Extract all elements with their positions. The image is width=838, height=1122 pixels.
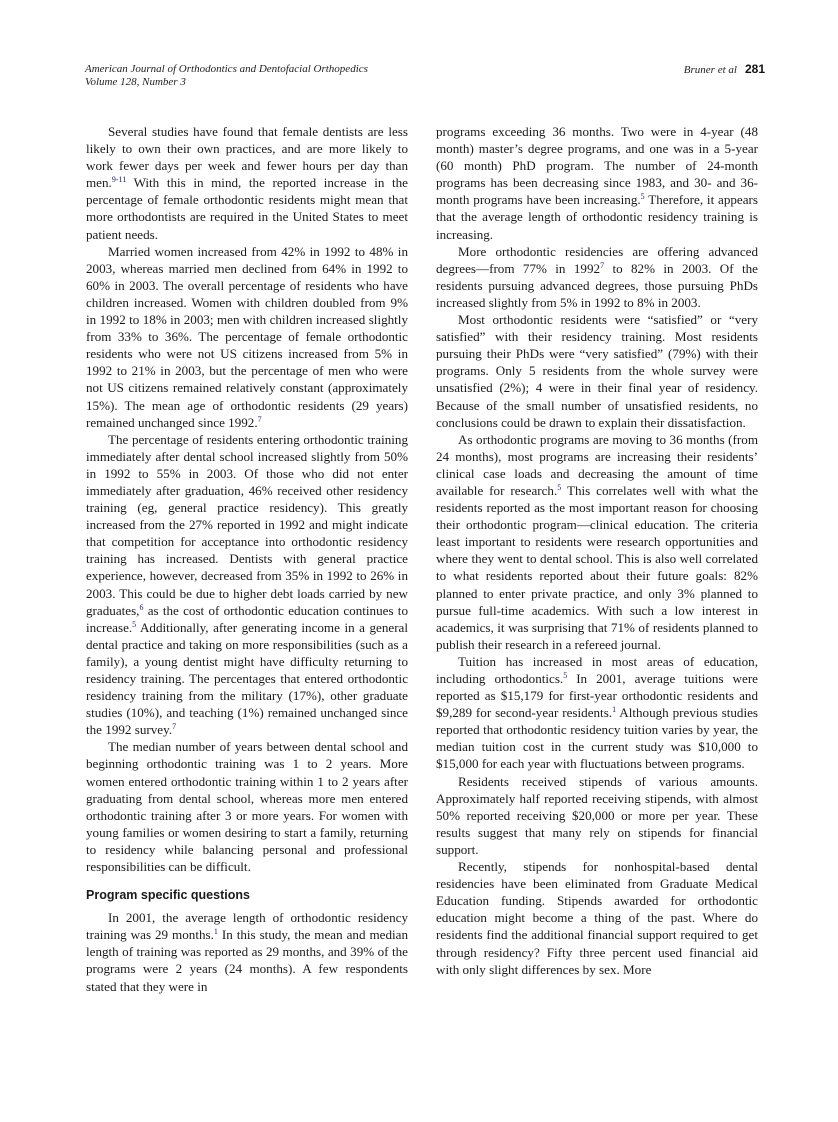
citation-ref[interactable]: 1: [213, 927, 218, 937]
paragraph: Recently, stipends for nonhospital-based dental residencies have been eliminated from Graduate Medical Education funding. Stipends awarded for orthodontic education might become a thing of the past. Where do residents find the additional financial support required to get through residency? Fifty three percent used financial aid with only slight differences by sex. More: [436, 859, 758, 977]
paragraph: Several studies have found that female dentists are less likely to own their own practices, and are more likely to work fewer days per week and fewer hours per day than men.$^{9-11}$ With this in mind, the reported increase in the percentage of female orthodontic residents might mean that more orthodontists are required in the United States to meet patient needs.: [86, 124, 408, 242]
paragraph: More orthodontic residencies are offering advanced degrees—from 77% in 1992$^7$ to 82% in 2003. Of the residents pursuing advanced degrees, those pursuing PhDs increased slightly from 5% in 1992 to 8% in 2003.: [436, 243, 758, 310]
paragraph: As orthodontic programs are moving to 36 months (from 24 months), most programs are increasing their residents’ clinical case loads and decreasing the amount of time available for research.$^5$ This correlates well with what the residents reported as the most important reason for choosing their orthodontic program—clinical education. The criteria least important to residents were research opportunities and where they went to dental school. This is also well correlated to what residents reported about their future goals: 82% planned to enter private practice, and only 3% planned to pursue full-time academics. With such a low interest in academics, it was surprising that 71% of residents planned to publish their research in a refereed journal.: [436, 431, 759, 652]
citation-ref[interactable]: 9-11: [111, 175, 127, 185]
citation-ref[interactable]: 5: [563, 671, 568, 680]
citation-ref[interactable]: 5: [132, 619, 137, 629]
paragraph: Married women increased from 42% in 1992 to 48% in 2003, whereas married men declined from 64% in 1992 to 60% in 2003. The overall percentage of residents who have children increased. Women with children doubled from 9% in 1992 to 18% in 2003; men with children increased slightly from 33% to 36%. The percentage of female orthodontic residents who were not US citizens increased from 5% in 1992 to 21% in 2003, but the percentage of men who were not US citizens remained relatively constant (approximately 15%). The mean age of orthodontic residents (29 years) remained unchanged since 1992.$^7$: [86, 243, 408, 430]
section-heading: Program specific questions: [86, 888, 250, 903]
author-page: [684, 63, 765, 77]
right-column: [436, 123, 758, 978]
paragraph: In 2001, the average length of orthodontic residency training was 29 months.$^1$ In this study, the mean and median length of training was reported as 29 months, and 39% of the programs were 2 years (24 months). A few respondents stated that they were in: [86, 910, 408, 994]
paragraph: Tuition has increased in most areas of education, including orthodontics.$^5$ In 2001, average tuitions were reported as $15,179 for first-year orthodontic residents and $9,289 for second-year residents.$^1$ Although previous studies reported that orthodontic residency tuition varies by year, the median tuition cost in the current study was $10,000 to $15,000 for each year with fluctuations between programs.: [436, 653, 758, 772]
paragraph-continued: programs exceeding 36 months. Two were in 4-year (48 month) master’s degree programs, and one was in a 5-year (60 month) PhD program. The number of 24-month programs has been decreasing since 1983, and 30- and 36-month programs have been increasing.$^5$ Therefore, it appears that the average length of orthodontic residency training is increasing.: [436, 124, 758, 242]
citation-ref[interactable]: 7: [257, 414, 262, 424]
paragraph: Residents received stipends of various amounts. Approximately half reported receiving stipends, with almost 50% reported receiving $20,000 or more per year. These results suggest that many rely on stipends for financial support.: [436, 773, 758, 857]
journal-volume: Volume 128, Number 3: [85, 76, 186, 88]
paragraph: The percentage of residents entering orthodontic training immediately after dental school increased slightly from 50% in 1992 to 55% in 2003. Of those who did not enter immediately after graduation, 46% received other residency training (eg, general practice residency). This greatly increased from the 27% reported in 1992 and might indicate that competition for acceptance into orthodontic residency training has increased. Dentists with general practice experience, however, decreased from 35% in 1992 to 26% in 2003. This could be due to higher debt loads carried by new graduates,$^6$ as the cost of orthodontic education continues to increase.$^5$ Additionally, after generating income in a general dental practice and taking on more responsibilities (such as a family), a young dentist might have difficulty returning to residency training. The percentages that entered orthodontic residency training from the military (17%), other graduate studies (10%), and teaching (1%) remained unchanged since the 1992 survey.$^7$: [86, 431, 408, 738]
citation-ref[interactable]: 5: [640, 192, 645, 202]
citation-ref[interactable]: 1: [612, 705, 617, 715]
citation-ref[interactable]: 5: [557, 482, 562, 492]
paragraph: The median number of years between dental school and beginning orthodontic training was 1 to 2 years. More women entered orthodontic training within 1 to 2 years after graduating from dental school, whereas more men entered orthodontic training after 3 or more years. For women with young families or women desiring to start a family, returning to residency while balancing personal and professional responsibilities can be difficult.: [86, 739, 408, 875]
page-number: 281: [744, 62, 765, 76]
journal-info: [85, 63, 368, 89]
paragraph: Most orthodontic residents were “satisfied” or “very satisfied” with their residency training. Most residents pursuing their PhDs were “very satisfied” (79%) with their programs. Only 5 residents from the whole survey were unsatisfied (2%); 4 were in their final year of residency. Because of the small number of unsatisfied residents, no conclusions could be drawn to explain their dissatisfaction.: [436, 312, 758, 430]
citation-ref[interactable]: 7: [172, 722, 177, 732]
journal-title: American Journal of Orthodontics and Dentofacial Orthopedics: [85, 63, 368, 75]
left-column: [86, 123, 408, 995]
citation-ref[interactable]: 7: [600, 260, 605, 270]
running-authors: Bruner et al: [683, 64, 737, 76]
citation-ref[interactable]: 6: [139, 602, 144, 612]
